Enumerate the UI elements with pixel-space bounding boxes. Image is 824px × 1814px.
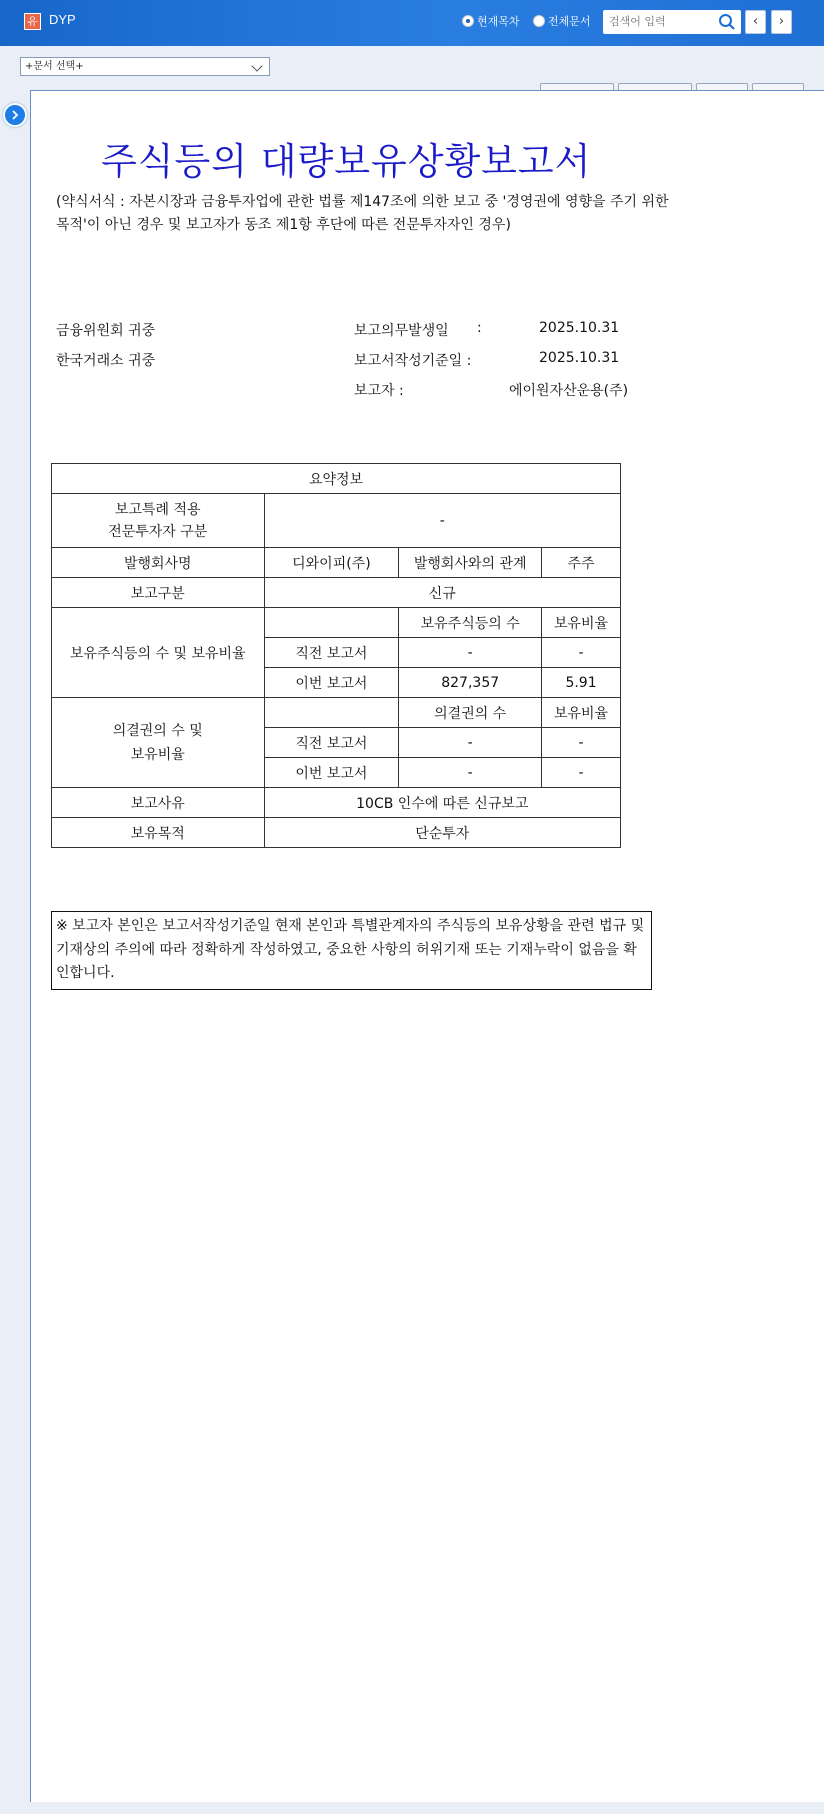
- issuer-value: 디와이피(주): [264, 548, 399, 578]
- chevron-right-icon: [10, 110, 20, 120]
- relation-value: 주주: [542, 548, 621, 578]
- votes-this-ratio: -: [542, 758, 621, 788]
- shares-prev-report: 직전 보고서: [264, 638, 399, 668]
- empty-cell: [264, 698, 399, 728]
- table-row: [52, 698, 621, 728]
- radio-all-label: 전체문서: [548, 15, 591, 28]
- table-row: [52, 548, 621, 578]
- search-icon[interactable]: [718, 13, 736, 31]
- reason-value: 10CB 인수에 따른 신규보고: [264, 788, 620, 818]
- basis-date: 2025.10.31: [539, 350, 620, 366]
- recipient-fsc: 금융위원회 귀중: [56, 323, 156, 339]
- purpose-label: 보유목적: [52, 818, 265, 848]
- obligation-date-label: 보고의무발생일: [354, 323, 449, 339]
- sidebar-toggle-button[interactable]: [3, 103, 27, 127]
- shares-this-report: 이번 보고서: [264, 668, 399, 698]
- confirmation-notice: ※ 보고자 본인은 보고서작성기준일 현재 본인과 특별관계자의 주식등의 보유상황을 관련 법규 및 기재상의 주의에 따라 정확하게 작성하였고, 중요한 사항의 허위기재 또는 기재누락이 없음을 확인합니다.: [51, 911, 652, 990]
- votes-col-ratio: 보유비율: [542, 698, 621, 728]
- radio-current-toc[interactable]: [462, 13, 520, 29]
- summary-heading: 요약정보: [52, 464, 621, 494]
- document-viewer[interactable]: [30, 90, 824, 1802]
- document-select[interactable]: [20, 57, 270, 76]
- reason-label: 보고사유: [52, 788, 265, 818]
- relation-label: 발행회사와의 관계: [399, 548, 542, 578]
- company-name: DYP: [49, 12, 76, 27]
- obligation-date: 2025.10.31: [539, 320, 620, 336]
- next-result-button[interactable]: ›: [771, 10, 792, 34]
- report-type-value: 신규: [264, 578, 620, 608]
- votes-prev-ratio: -: [542, 728, 621, 758]
- votes-label-line2: 보유비율: [130, 746, 185, 763]
- radio-selected-icon[interactable]: [462, 15, 474, 27]
- document-subtitle: (약식서식 : 자본시장과 금융투자업에 관한 법률 제147조에 의한 보고 중 '경영권에 영향을 주기 위한 목적'이 아닌 경우 및 보고자가 동조 제1항 후단에 따른 전문투자자인 경우): [56, 194, 669, 233]
- shares-prev-ratio: -: [542, 638, 621, 668]
- search-box: [603, 10, 741, 34]
- top-bar: [0, 0, 824, 46]
- shares-this-count: 827,357: [399, 668, 542, 698]
- votes-this-count: -: [399, 758, 542, 788]
- company-logo-icon: 유: [24, 13, 41, 30]
- table-row: [52, 578, 621, 608]
- votes-this-report: 이번 보고서: [264, 758, 399, 788]
- reporter-label: 보고자 :: [354, 383, 404, 399]
- recipient-krx: 한국거래소 귀중: [56, 353, 156, 369]
- purpose-value: 단순투자: [264, 818, 620, 848]
- shares-col-count: 보유주식등의 수: [399, 608, 542, 638]
- shares-label: 보유주식등의 수 및 보유비율: [52, 608, 265, 698]
- chevron-down-icon: [251, 60, 262, 71]
- special-label-line2: 전문투자자 구분: [108, 523, 208, 540]
- shares-col-ratio: 보유비율: [542, 608, 621, 638]
- shares-prev-count: -: [399, 638, 542, 668]
- special-value: -: [264, 494, 620, 548]
- table-row: [52, 818, 621, 848]
- obligation-date-colon: :: [477, 320, 482, 336]
- special-label: [52, 494, 265, 548]
- radio-unselected-icon[interactable]: [533, 15, 545, 27]
- prev-result-button[interactable]: ‹: [745, 10, 766, 34]
- radio-current-label: 현재목차: [477, 15, 520, 28]
- radio-all-docs[interactable]: [533, 13, 591, 29]
- votes-prev-count: -: [399, 728, 542, 758]
- table-row: [52, 494, 621, 548]
- document-select-value: +문서 선택+: [25, 61, 84, 72]
- summary-table: [51, 463, 621, 848]
- reporter-name: 에이원자산운용(주): [509, 383, 629, 399]
- table-row: [52, 608, 621, 638]
- votes-col-count: 의결권의 수: [399, 698, 542, 728]
- document-title: 주식등의 대량보유상황보고서: [101, 140, 592, 183]
- search-input[interactable]: [609, 12, 713, 30]
- empty-cell: [264, 608, 399, 638]
- shares-this-ratio: 5.91: [542, 668, 621, 698]
- table-row: [52, 788, 621, 818]
- table-row: [52, 464, 621, 494]
- basis-date-label: 보고서작성기준일 :: [354, 353, 472, 369]
- report-type-label: 보고구분: [52, 578, 265, 608]
- issuer-label: 발행회사명: [52, 548, 265, 578]
- document-page: [31, 91, 824, 1802]
- special-label-line1: 보고특례 적용: [114, 501, 201, 518]
- votes-label-line1: 의결권의 수 및: [112, 722, 203, 739]
- votes-prev-report: 직전 보고서: [264, 728, 399, 758]
- votes-label: [52, 698, 265, 788]
